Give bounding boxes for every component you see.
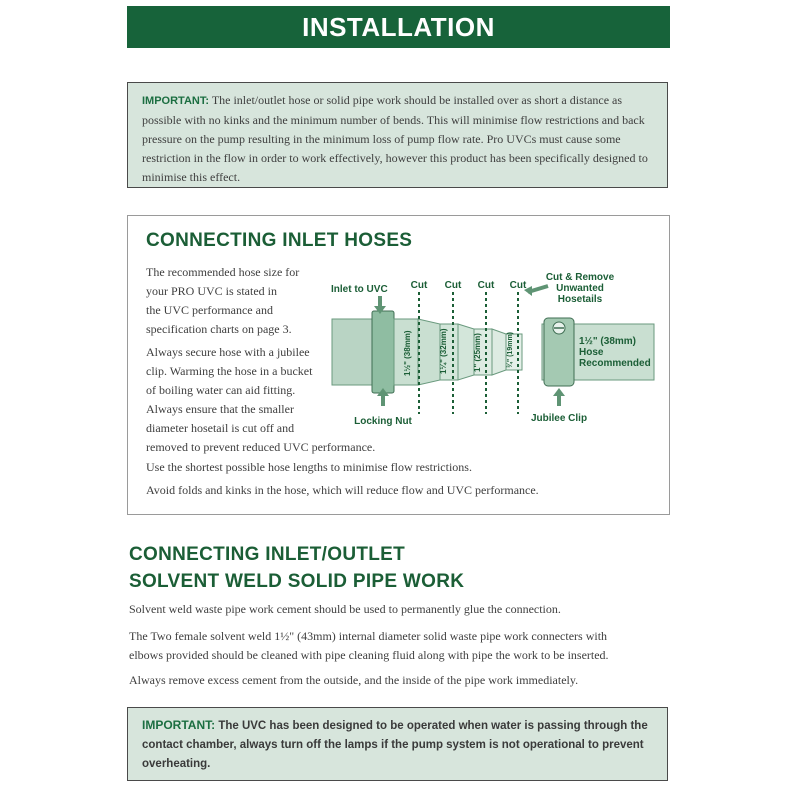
notice-lead: IMPORTANT:: [142, 718, 216, 732]
cut-label-4: Cut: [509, 280, 527, 291]
hose-connection-diagram: [328, 266, 658, 436]
locking-nut-shape: [372, 311, 394, 393]
label-line: 1½" (38mm): [579, 336, 636, 347]
locking-nut-label: Locking Nut: [354, 416, 412, 427]
important-notice-top: [127, 82, 668, 188]
size-label-38: 1½" (38mm): [403, 330, 412, 376]
inlet-paragraph-4: Use the shortest possible hose lengths to minimise flow restrictions.: [146, 460, 472, 474]
solvent-paragraph-2: [129, 627, 609, 665]
inlet-label: Inlet to UVC: [331, 284, 388, 295]
size-label-32: 1¼" (32mm): [439, 328, 448, 374]
text-line: The recommended hose size for: [146, 265, 300, 279]
inlet-paragraph-2: [146, 343, 312, 400]
text-line: removed to prevent reduced UVC performance.: [146, 440, 376, 454]
label-line: Hose: [579, 347, 604, 358]
hosetail-taper-3: [492, 329, 506, 375]
heading-line: CONNECTING INLET/OUTLET: [129, 544, 406, 565]
cut-label-1: Cut: [410, 280, 428, 291]
text-line: of boiling water can aid fitting.: [146, 383, 296, 397]
notice-text: The UVC has been designed to be operated when water is passing through the contact chamber, always turn off the lamps if the pump system is not operational to prevent overheating.: [142, 720, 648, 770]
solvent-paragraph-1: Solvent weld waste pipe work cement should be used to permanently glue the connection.: [129, 602, 561, 616]
text-line: the UVC performance and: [146, 303, 273, 317]
inlet-paragraph-5: Avoid folds and kinks in the hose, which will reduce flow and UVC performance.: [146, 483, 539, 497]
label-line: Recommended: [579, 358, 651, 369]
cut-label-3: Cut: [477, 280, 495, 291]
size-label-19: ¾" (19mm): [507, 332, 514, 368]
text-line: specification charts on page 3.: [146, 322, 292, 336]
text-line: clip. Warming the hose in a bucket: [146, 364, 313, 378]
jubilee-clip-label: Jubilee Clip: [530, 413, 588, 424]
page-title: INSTALLATION: [127, 6, 670, 48]
label-line: Unwanted: [556, 283, 604, 294]
label-line: Hosetails: [557, 294, 603, 305]
text-line: The Two female solvent weld 1½" (43mm) internal diameter solid waste pipe work connecters with: [129, 629, 608, 643]
size-label-25: 1" (25mm): [473, 333, 482, 372]
notice-text: The inlet/outlet hose or solid pipe work should be installed over as short a distance as possible with no kinks and the minimum number of bends. This will minimise flow restrictions and back pressure on the pump resulting in the minimum loss of pump flow rate. Pro UVCs must cause some restriction in the flow in order to work effectively, however this product has been specifically designed to minimise this effect.: [142, 93, 648, 184]
section-heading-solvent: [129, 541, 464, 595]
label-line: Cut & Remove: [545, 272, 615, 283]
important-notice-bottom: [127, 707, 668, 781]
solvent-paragraph-3: Always remove excess cement from the outside, and the inside of the pipe work immediately.: [129, 673, 579, 687]
text-line: your PRO UVC is stated in: [146, 284, 278, 298]
text-line: elbows provided should be cleaned with pipe cleaning fluid along with pipe the work to be inserted.: [129, 648, 609, 662]
inlet-paragraph-1: [146, 263, 299, 339]
section-heading-inlet: CONNECTING INLET HOSES: [146, 230, 413, 251]
cut-remove-label: [546, 272, 615, 305]
heading-line: SOLVENT WELD SOLID PIPE WORK: [129, 571, 465, 592]
hosetail-taper-2: [458, 324, 474, 380]
cut-label-2: Cut: [444, 280, 462, 291]
notice-lead: IMPORTANT:: [142, 95, 210, 107]
text-line: diameter hosetail is cut off and: [146, 421, 295, 435]
inlet-pipe: [332, 319, 372, 385]
text-line: Always ensure that the smaller: [146, 402, 294, 416]
text-line: Always secure hose with a jubilee: [146, 345, 310, 359]
hosetail-taper-1: [418, 319, 440, 385]
